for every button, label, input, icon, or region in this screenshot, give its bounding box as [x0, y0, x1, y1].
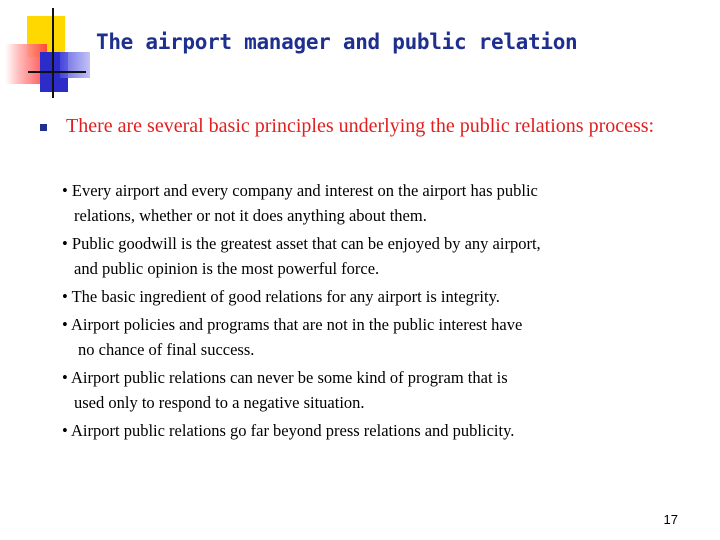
- sub-bullet: [62, 312, 522, 362]
- sub-bullet: [62, 178, 538, 228]
- sub-bullet: [62, 284, 500, 309]
- sub-bullet-line: • Every airport and every company and interest on the airport has public: [62, 181, 538, 200]
- page-number: 17: [663, 512, 678, 527]
- sub-bullet: [62, 231, 541, 281]
- slide-title: The airport manager and public relation: [96, 30, 578, 54]
- logo-vertical-line: [52, 8, 54, 98]
- square-bullet-icon: [40, 124, 47, 131]
- main-bullet-text: There are several basic principles underlying the public relations process:: [66, 115, 655, 137]
- sub-bullet: [62, 418, 514, 443]
- sub-bullet: [62, 365, 508, 415]
- sub-bullet-line: • Public goodwill is the greatest asset that can be enjoyed by any airport,: [62, 234, 541, 253]
- logo-horizontal-line: [28, 71, 86, 73]
- sub-bullet-line: • The basic ingredient of good relations for any airport is integrity.: [62, 287, 500, 306]
- sub-bullet-line: relations, whether or not it does anything about them.: [74, 206, 427, 225]
- sub-bullet-line: no chance of final success.: [78, 340, 255, 359]
- sub-bullet-line: used only to respond to a negative situation.: [74, 393, 365, 412]
- logo-light-blue-square: [60, 52, 90, 78]
- sub-bullet-line: • Airport public relations can never be some kind of program that is: [62, 368, 508, 387]
- sub-bullet-line: • Airport policies and programs that are not in the public interest have: [62, 315, 523, 334]
- sub-bullet-line: and public opinion is the most powerful force.: [74, 259, 380, 278]
- sub-bullet-line: • Airport public relations go far beyond press relations and publicity.: [62, 421, 515, 440]
